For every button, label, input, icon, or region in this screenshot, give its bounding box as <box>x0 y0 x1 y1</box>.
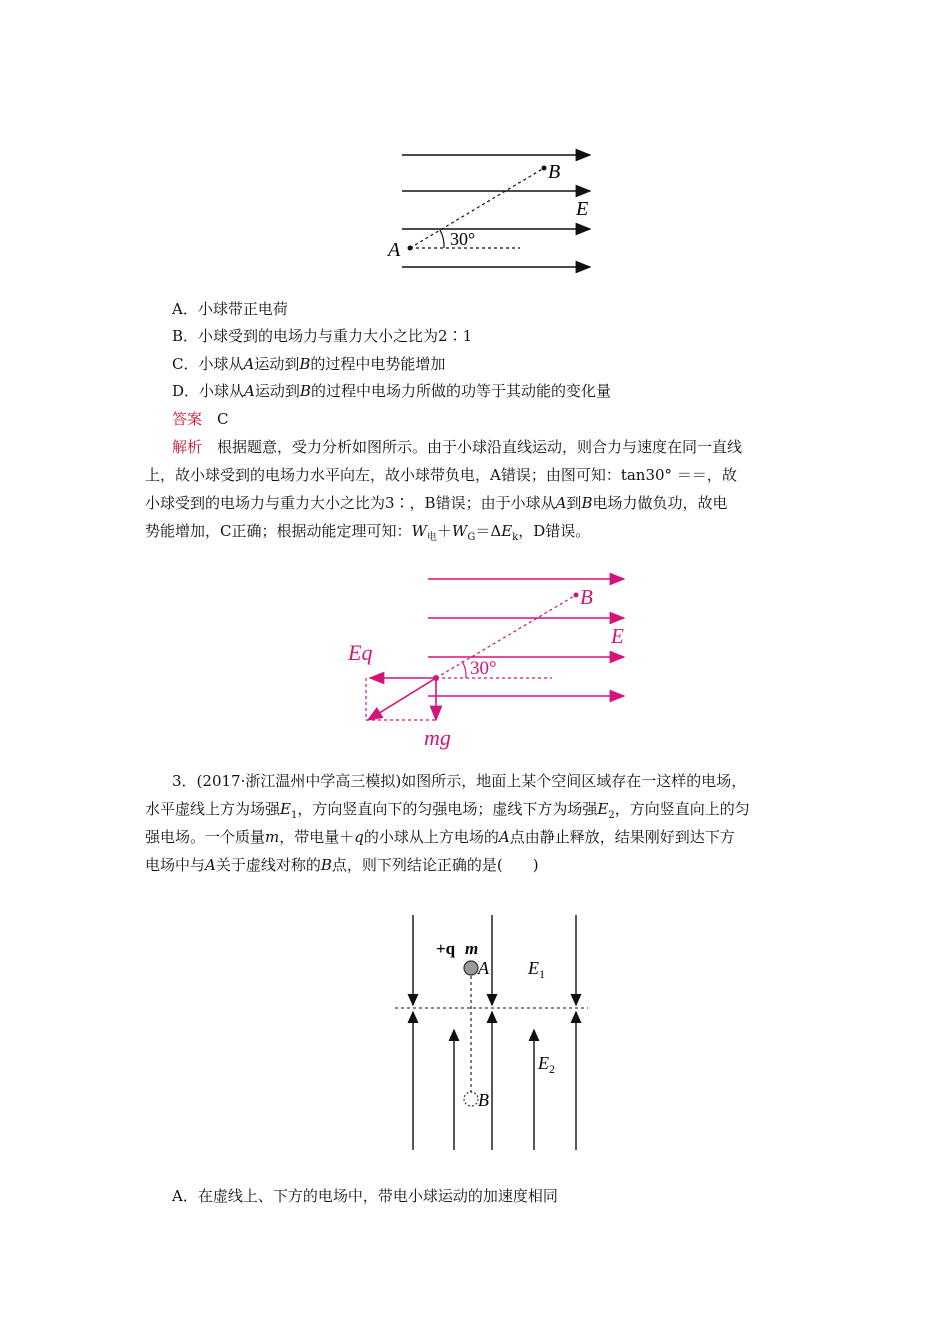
fig2-label-angle: 30° <box>470 658 497 679</box>
fig2-label-b: B <box>580 585 593 609</box>
answer-line <box>172 409 229 429</box>
fig3-label-e2: $E_2$ <box>538 1053 555 1076</box>
option-b: B．小球受到的电场力与重力大小之比为2∶1 <box>172 327 473 345</box>
fig2-label-eq: Eq <box>348 640 373 665</box>
fig2-label-e: E <box>611 624 624 648</box>
figure-1-field-diagram <box>380 140 620 280</box>
q3-line-3: 强电场。一个质量m，带电量＋q的小球从上方电场的A点由静止释放，结果刚好到达下方 <box>145 828 735 846</box>
fig3-label-q: +q <box>436 939 456 958</box>
q3-line-4: 电场中与A关于虚线对称的B点，则下列结论正确的是( ) <box>145 856 539 874</box>
fig3-label-m: m <box>465 939 479 958</box>
q3-line-1: 3．(2017·浙江温州中学高三模拟)如图所示，地面上某个空间区域存在一这样的电场， <box>172 772 747 790</box>
option-c: C．小球从A运动到B的过程中电势能增加 <box>172 355 446 373</box>
fig3-label-b: B <box>478 1090 489 1110</box>
figure-2-force-diagram <box>330 560 650 755</box>
option-a: A．小球带正电荷 <box>172 300 288 318</box>
fig3-label-a: A <box>478 958 489 978</box>
figure-3-vertical-field <box>370 890 610 1175</box>
fig1-label-b: B <box>548 161 561 183</box>
q3-option-a: A．在虚线上、下方的电场中，带电小球运动的加速度相同 <box>172 1187 558 1205</box>
answer-label: 答案 <box>172 410 203 428</box>
analysis-line-2: 上，故小球受到的电场力水平向左，故小球带负电，A错误；由图可知：tan30° ＝＝，故 <box>145 466 737 484</box>
analysis-line-3: 小球受到的电场力与重力大小之比为3∶，B错误；由于小球从A到B电场力做负功，故电 <box>145 494 728 512</box>
fig1-label-angle: 30° <box>450 229 476 249</box>
option-d: D．小球从A运动到B的过程中电场力所做的功等于其动能的变化量 <box>172 382 611 400</box>
fig3-label-e1: $E_1$ <box>528 958 545 981</box>
analysis-line-1: 解析 根据题意，受力分析如图所示。由于小球沿直线运动，则合力与速度在同一直线 <box>172 438 743 456</box>
fig1-label-a: A <box>388 239 401 261</box>
fig1-label-e: E <box>576 198 589 220</box>
fig2-label-mg: mg <box>424 725 451 750</box>
analysis-line-4: 势能增加，C正确；根据动能定理可知：$W_电+W_G=\Delta E_k$，D错误。 <box>145 522 591 543</box>
q3-line-2: 水平虚线上方为场强$E_1$，方向竖直向下的匀强电场；虚线下方为场强$E_2$，方向竖直向上的匀 <box>145 800 750 821</box>
answer-value: C <box>217 410 229 428</box>
analysis-label: 解析 <box>172 438 203 456</box>
